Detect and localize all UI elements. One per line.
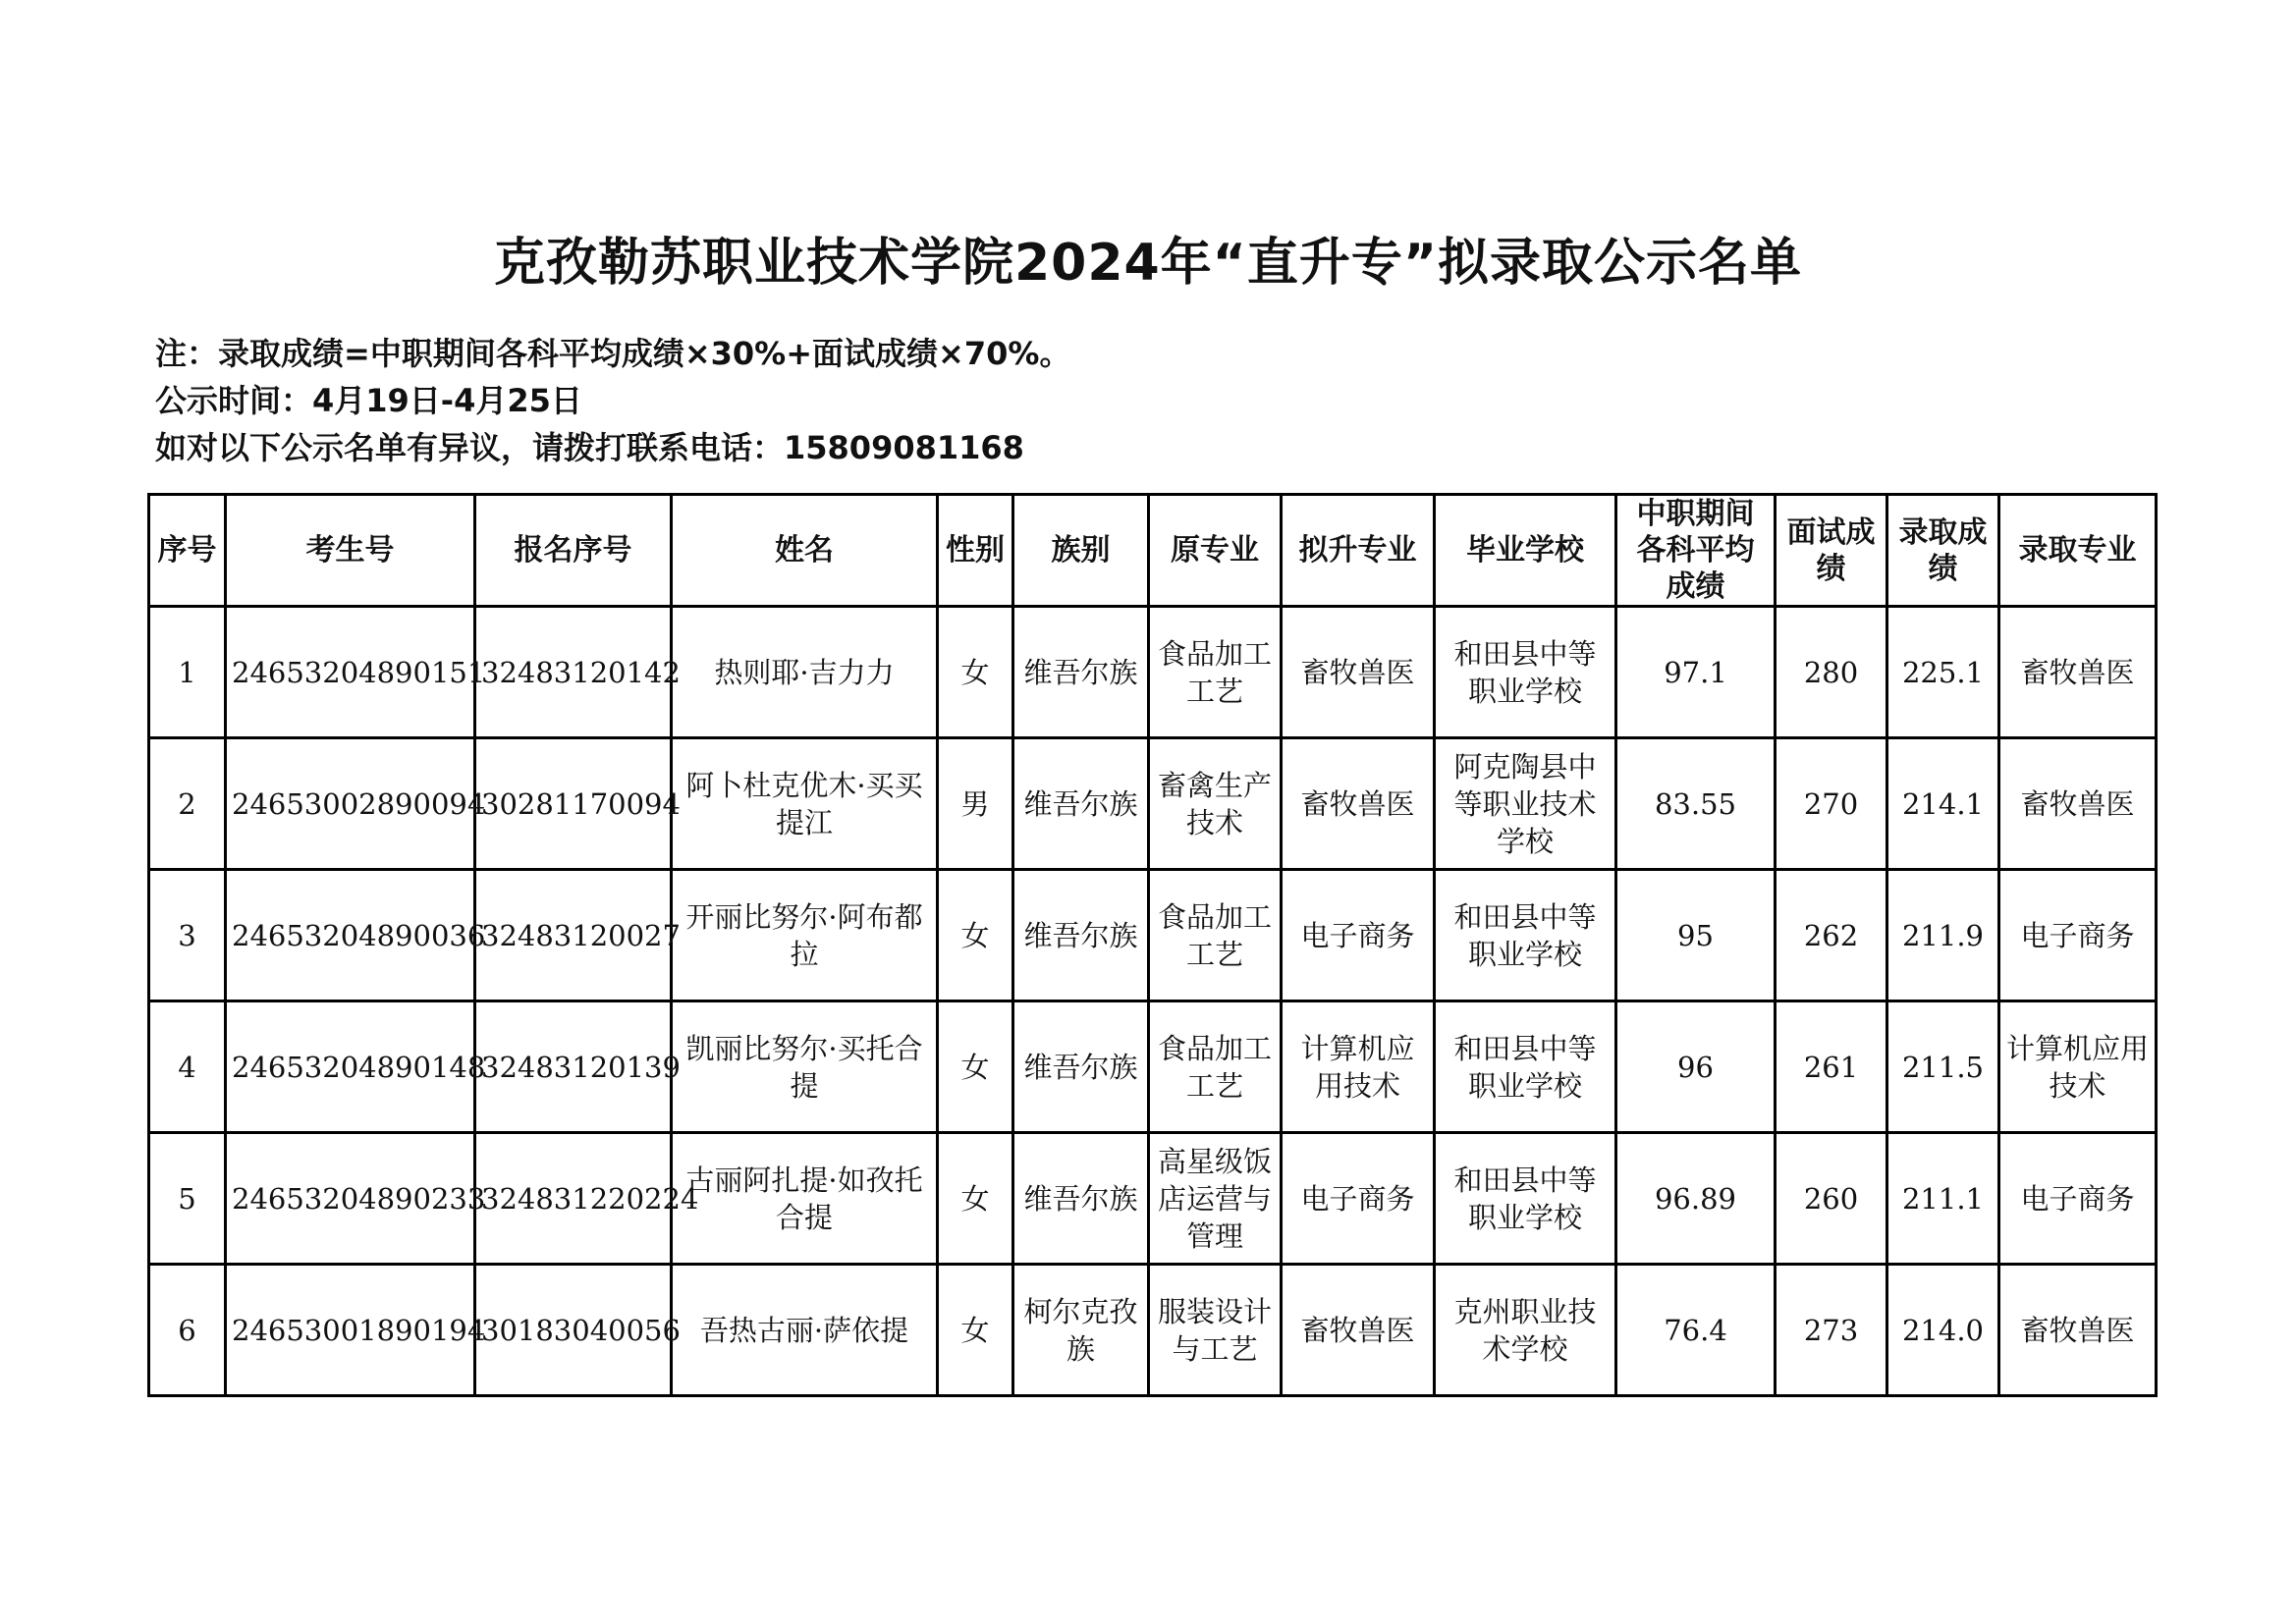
cell-index: 2 [149, 738, 226, 870]
cell-gender: 女 [938, 1001, 1013, 1133]
header-cell: 面试成绩 [1776, 495, 1887, 607]
cell-original-major: 畜禽生产技术 [1149, 738, 1282, 870]
cell-original-major: 食品加工工艺 [1149, 1001, 1282, 1133]
cell-admitted-major: 畜牧兽医 [1999, 738, 2157, 870]
table-row [149, 1265, 2157, 1396]
cell-admission-score: 211.9 [1887, 870, 1999, 1001]
header-cell: 报名序号 [475, 495, 672, 607]
cell-graduated-school: 克州职业技术学校 [1435, 1265, 1616, 1396]
cell-interview-score: 261 [1776, 1001, 1887, 1133]
cell-intended-major: 畜牧兽医 [1282, 1265, 1435, 1396]
header-cell: 性别 [938, 495, 1013, 607]
cell-ethnicity: 柯尔克孜族 [1013, 1265, 1149, 1396]
cell-interview-score: 262 [1776, 870, 1887, 1001]
header-cell: 族别 [1013, 495, 1149, 607]
notes-block [155, 330, 1070, 471]
cell-average-score: 97.1 [1616, 607, 1776, 738]
cell-candidate-no: 24653204890151 [226, 607, 475, 738]
cell-original-major: 服装设计与工艺 [1149, 1265, 1282, 1396]
cell-candidate-no: 24653001890194 [226, 1265, 475, 1396]
header-cell: 姓名 [672, 495, 938, 607]
page-title: 克孜勒苏职业技术学院2024年“直升专”拟录取公示名单 [493, 234, 1803, 293]
cell-registration-no: 324831220224 [475, 1133, 672, 1265]
cell-name: 热则耶·吉力力 [672, 607, 938, 738]
cell-interview-score: 273 [1776, 1265, 1887, 1396]
cell-admission-score: 214.1 [1887, 738, 1999, 870]
cell-intended-major: 计算机应用技术 [1282, 1001, 1435, 1133]
cell-ethnicity: 维吾尔族 [1013, 607, 1149, 738]
cell-registration-no: 30281170094 [475, 738, 672, 870]
note-publicity-period: 公示时间：4月19日-4月25日 [155, 382, 582, 419]
header-row [149, 495, 2157, 607]
header-cell: 拟升专业 [1282, 495, 1435, 607]
header-cell: 序号 [149, 495, 226, 607]
cell-admitted-major: 畜牧兽医 [1999, 1265, 2157, 1396]
cell-original-major: 高星级饭店运营与管理 [1149, 1133, 1282, 1265]
table-row [149, 870, 2157, 1001]
cell-average-score: 76.4 [1616, 1265, 1776, 1396]
table-body [149, 607, 2157, 1396]
cell-interview-score: 270 [1776, 738, 1887, 870]
header-cell: 中职期间各科平均成绩 [1616, 495, 1776, 607]
cell-admitted-major: 电子商务 [1999, 1133, 2157, 1265]
cell-gender: 女 [938, 870, 1013, 1001]
cell-index: 4 [149, 1001, 226, 1133]
cell-admission-score: 214.0 [1887, 1265, 1999, 1396]
note-contact-phone: 如对以下公示名单有异议，请拨打联系电话：15809081168 [155, 429, 1024, 466]
cell-registration-no: 32483120142 [475, 607, 672, 738]
cell-original-major: 食品加工工艺 [1149, 607, 1282, 738]
cell-name: 凯丽比努尔·买托合提 [672, 1001, 938, 1133]
admission-table [147, 493, 2158, 1397]
cell-interview-score: 280 [1776, 607, 1887, 738]
cell-ethnicity: 维吾尔族 [1013, 870, 1149, 1001]
cell-admitted-major: 计算机应用技术 [1999, 1001, 2157, 1133]
header-cell: 原专业 [1149, 495, 1282, 607]
cell-index: 6 [149, 1265, 226, 1396]
cell-admitted-major: 畜牧兽医 [1999, 607, 2157, 738]
cell-name: 开丽比努尔·阿布都拉 [672, 870, 938, 1001]
header-cell: 录取成绩 [1887, 495, 1999, 607]
cell-graduated-school: 阿克陶县中等职业技术学校 [1435, 738, 1616, 870]
table-row [149, 607, 2157, 738]
cell-graduated-school: 和田县中等职业学校 [1435, 607, 1616, 738]
cell-gender: 女 [938, 1133, 1013, 1265]
cell-gender: 男 [938, 738, 1013, 870]
cell-index: 1 [149, 607, 226, 738]
cell-registration-no: 32483120139 [475, 1001, 672, 1133]
table-row [149, 1001, 2157, 1133]
cell-index: 3 [149, 870, 226, 1001]
cell-registration-no: 32483120027 [475, 870, 672, 1001]
table-header [149, 495, 2157, 607]
cell-name: 阿卜杜克优木·买买提江 [672, 738, 938, 870]
cell-ethnicity: 维吾尔族 [1013, 1001, 1149, 1133]
cell-admission-score: 211.5 [1887, 1001, 1999, 1133]
cell-candidate-no: 24653002890094 [226, 738, 475, 870]
cell-average-score: 95 [1616, 870, 1776, 1001]
cell-registration-no: 30183040056 [475, 1265, 672, 1396]
cell-gender: 女 [938, 607, 1013, 738]
cell-original-major: 食品加工工艺 [1149, 870, 1282, 1001]
cell-candidate-no: 24653204890036 [226, 870, 475, 1001]
header-cell: 考生号 [226, 495, 475, 607]
table-row [149, 738, 2157, 870]
cell-average-score: 96 [1616, 1001, 1776, 1133]
header-cell: 录取专业 [1999, 495, 2157, 607]
cell-intended-major: 电子商务 [1282, 1133, 1435, 1265]
cell-average-score: 83.55 [1616, 738, 1776, 870]
cell-name: 古丽阿扎提·如孜托合提 [672, 1133, 938, 1265]
cell-average-score: 96.89 [1616, 1133, 1776, 1265]
header-cell: 毕业学校 [1435, 495, 1616, 607]
cell-interview-score: 260 [1776, 1133, 1887, 1265]
cell-graduated-school: 和田县中等职业学校 [1435, 870, 1616, 1001]
cell-admission-score: 211.1 [1887, 1133, 1999, 1265]
cell-name: 吾热古丽·萨依提 [672, 1265, 938, 1396]
cell-intended-major: 畜牧兽医 [1282, 738, 1435, 870]
cell-graduated-school: 和田县中等职业学校 [1435, 1133, 1616, 1265]
cell-intended-major: 畜牧兽医 [1282, 607, 1435, 738]
cell-intended-major: 电子商务 [1282, 870, 1435, 1001]
cell-gender: 女 [938, 1265, 1013, 1396]
cell-ethnicity: 维吾尔族 [1013, 738, 1149, 870]
cell-candidate-no: 24653204890233 [226, 1133, 475, 1265]
cell-index: 5 [149, 1133, 226, 1265]
cell-ethnicity: 维吾尔族 [1013, 1133, 1149, 1265]
cell-graduated-school: 和田县中等职业学校 [1435, 1001, 1616, 1133]
note-formula: 注：录取成绩=中职期间各科平均成绩×30%+面试成绩×70%。 [155, 335, 1071, 372]
cell-admitted-major: 电子商务 [1999, 870, 2157, 1001]
cell-candidate-no: 24653204890148 [226, 1001, 475, 1133]
cell-admission-score: 225.1 [1887, 607, 1999, 738]
table-row [149, 1133, 2157, 1265]
